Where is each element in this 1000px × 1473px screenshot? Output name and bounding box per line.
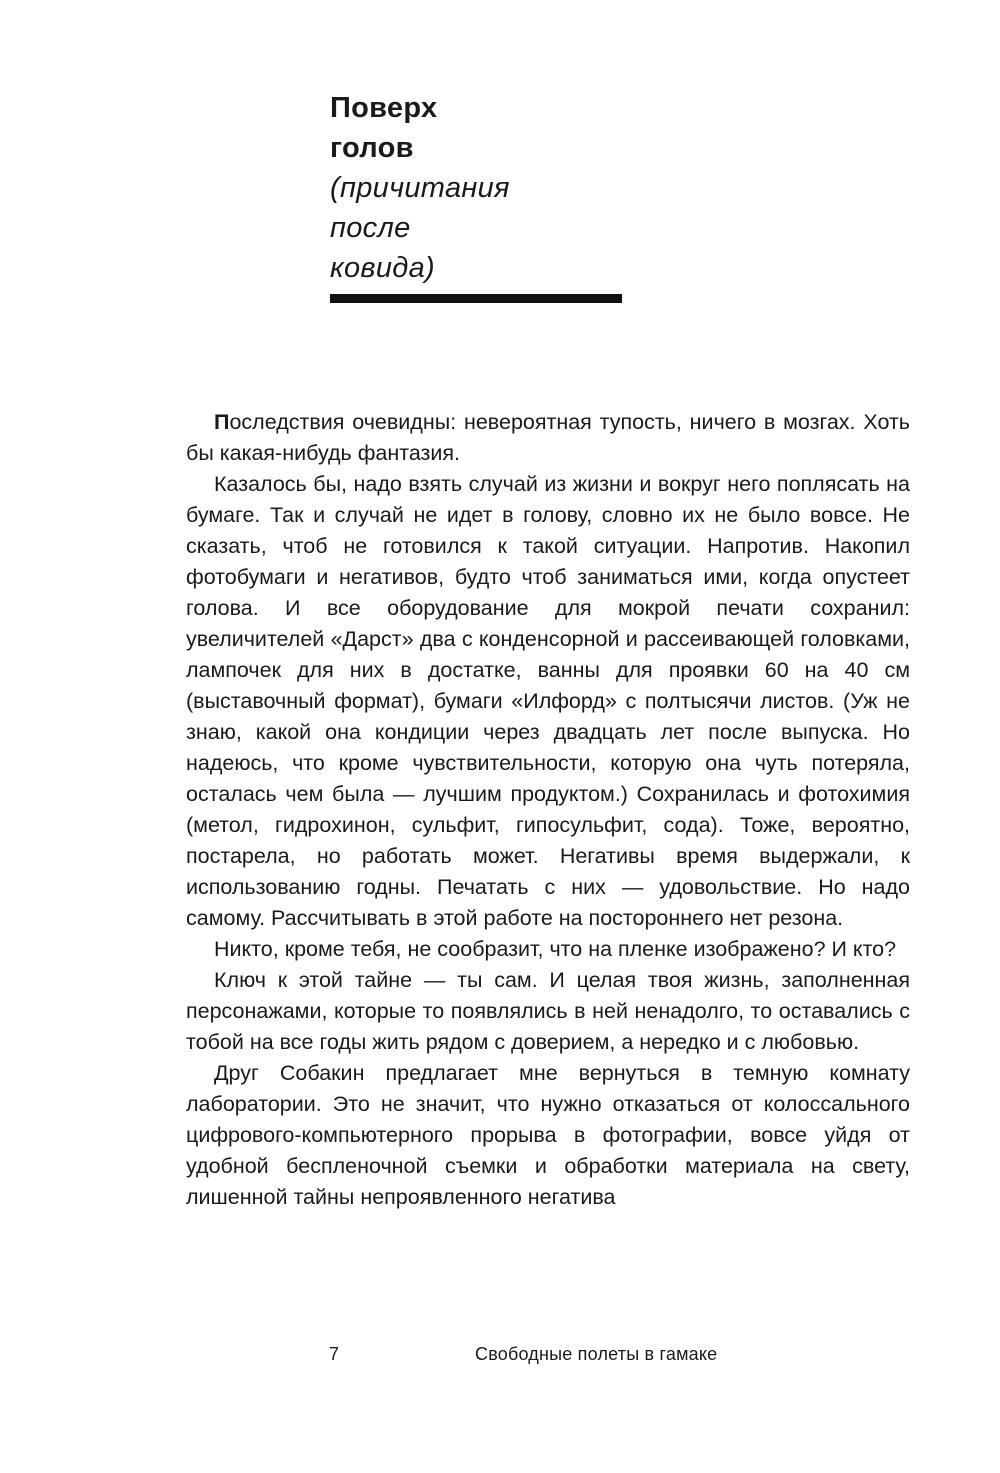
paragraph: Казалось бы, надо взять случай из жизни и вокруг него поплясать на бумаге. Так и случай не идет в голову, словно их не было вовсе. Не сказать, чтоб не готовился к такой ситуации. Напротив. Накопил фотобумаги и негативов, будто чтоб заниматься ими, когда опустеет голова. И все оборудование для мокрой печати сохранил: увеличителей «Дарст» два с конденсорной и рассеивающей головками, лампочек для них в достатке, ванны для проявки 60 на 40 см (выставочный формат), бумаги «Илфорд» с полтысячи листов. (Уж не знаю, какой она кондиции через двадцать лет после выпуска. Но надеюсь, что кроме чувствительности, которую она чуть потеряла, осталась чем была — лучшим продуктом.) Сохранилась и фотохимия (метол, гидрохинон, сульфит, гипосульфит, сода). Тоже, вероятно, постарела, но работать может. Негативы время выдержали, к использованию годны. Печатать с них — удовольствие. Но надо самому. Рассчитывать в этой работе на постороннего нет резона.: [186, 472, 910, 930]
drop-letter: П: [214, 410, 230, 434]
chapter-subtitle-line-3: ковида): [330, 252, 436, 284]
body-text: [186, 407, 910, 1213]
title-divider: [330, 294, 622, 303]
chapter-subtitle-line-1: (причитания: [330, 172, 510, 204]
paragraph: Друг Собакин предлагает мне вернуться в темную комнату лаборатории. Это не значит, что нужно отказаться от колоссального цифрового-компьютерного прорыва в фотографии, вовсе уйдя от удобной беспленочной съемки и обработки материала на свету, лишенной тайны непроявленного негатива: [186, 1061, 910, 1209]
chapter-title-line-2: голов: [330, 132, 414, 164]
paragraph-text: оследствия очевидны: невероятная тупость, ничего в мозгах. Хоть бы какая-нибудь фантазия.: [186, 410, 910, 465]
chapter-title-line-1: Поверх: [330, 92, 438, 124]
running-title: Свободные полеты в гамаке: [475, 1344, 718, 1364]
paragraph: Никто, кроме тебя, не сообразит, что на пленке изображено? И кто?: [214, 937, 897, 961]
chapter-title: [330, 88, 630, 288]
paragraph: [186, 407, 910, 469]
paragraph: Ключ к этой тайне — ты сам. И целая твоя жизнь, заполненная персонажами, которые то появлялись в ней ненадолго, то оставались с тобой на все годы жить рядом с доверием, а нередко и с любовью.: [186, 968, 910, 1054]
page-number: 7: [329, 1344, 340, 1364]
chapter-subtitle-line-2: после: [330, 212, 411, 244]
